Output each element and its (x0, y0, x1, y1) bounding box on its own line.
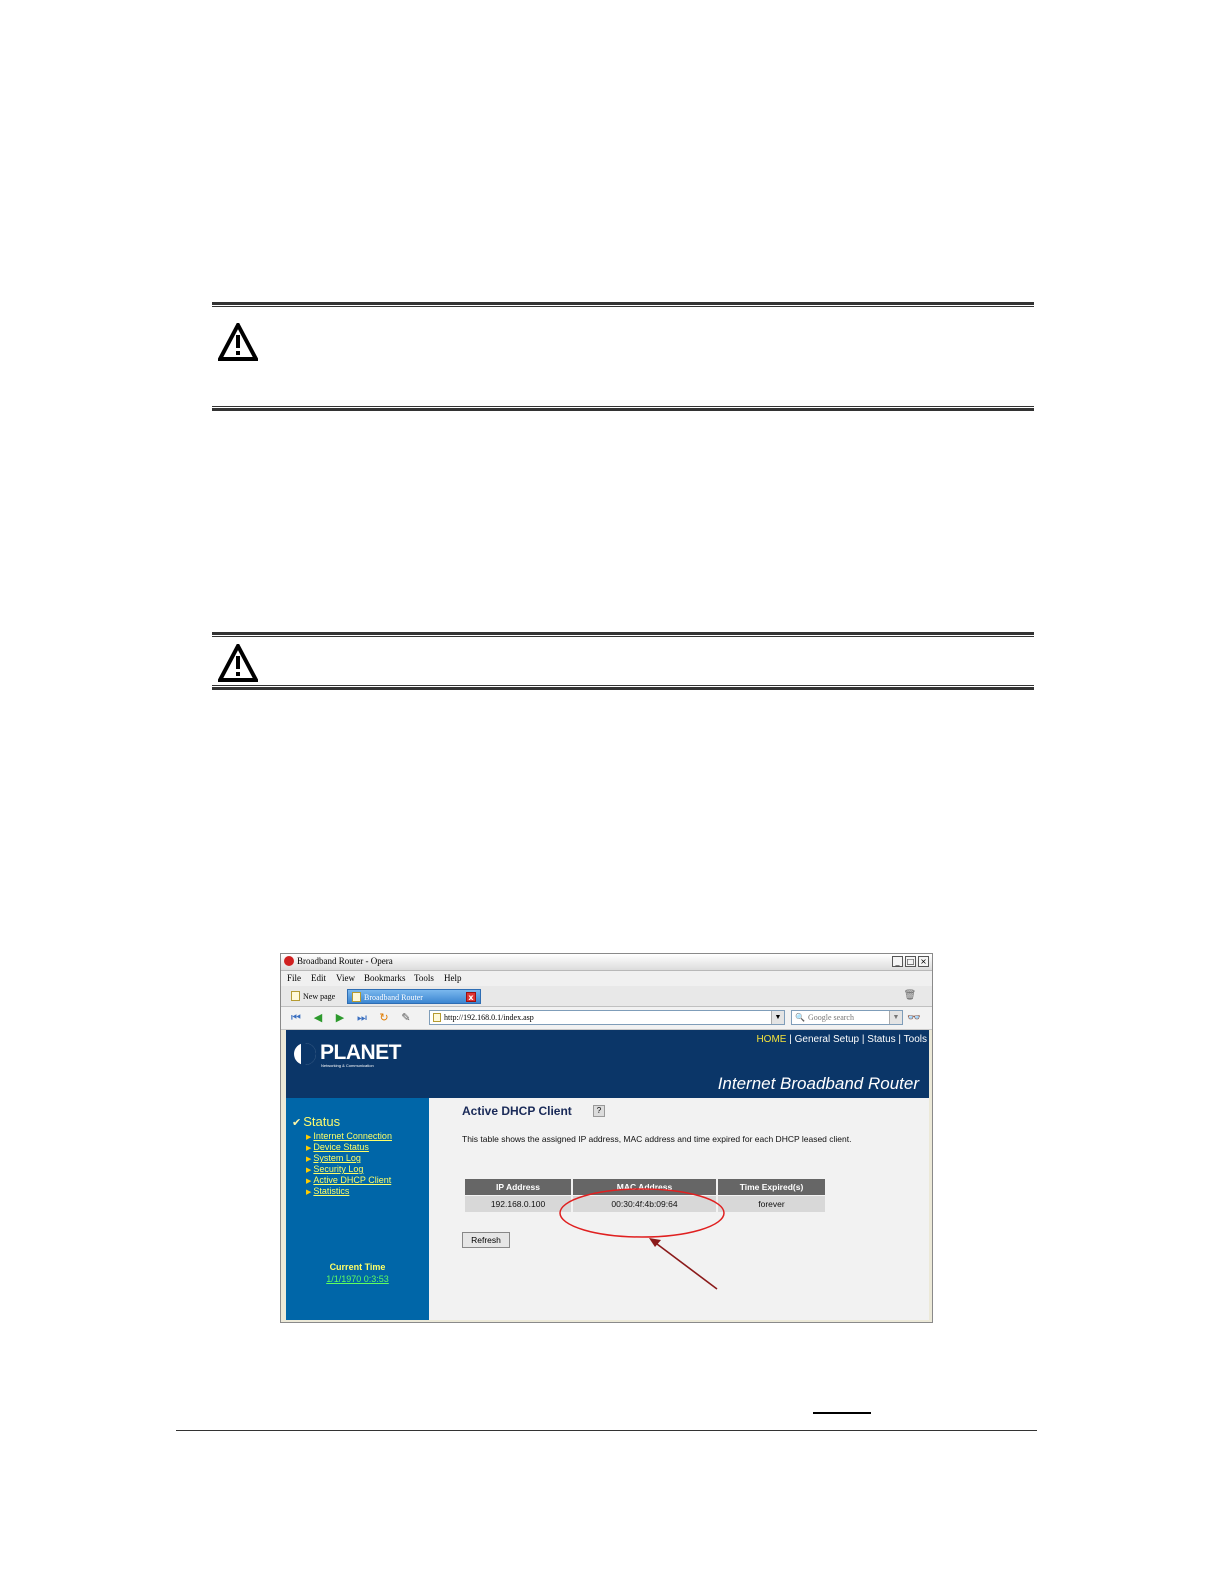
menu-tools[interactable]: Tools (414, 973, 434, 983)
tab-label: New page (303, 992, 336, 1001)
arrow-right-icon: ▶ (306, 1134, 312, 1141)
back-icon[interactable]: ◀ (313, 1011, 323, 1024)
search-icon: 🔍 (795, 1013, 805, 1022)
address-url: http://192.168.0.1/index.asp (444, 1013, 534, 1022)
warning-box-1-bottom-rule (212, 406, 1034, 411)
nav-status[interactable]: Status (867, 1034, 896, 1045)
warning-icon (218, 644, 258, 682)
check-icon: ✔ (292, 1117, 302, 1129)
warning-icon (218, 323, 258, 361)
rewind-icon[interactable]: ⏮ (291, 1011, 301, 1024)
column-header-time-expired: Time Expired(s) (718, 1179, 825, 1195)
close-icon[interactable]: × (918, 956, 929, 967)
planet-logo: PLANET (320, 1041, 401, 1064)
forward-icon[interactable]: ▶ (335, 1011, 345, 1024)
arrow-right-icon: ▶ (306, 1167, 312, 1174)
warning-box-1-top-rule (212, 302, 1034, 307)
page-title: Active DHCP Client (462, 1104, 572, 1118)
fast-forward-icon[interactable]: ⏭ (357, 1011, 367, 1024)
tab-close-icon[interactable]: x (466, 992, 476, 1002)
arrow-right-icon: ▶ (306, 1156, 312, 1163)
sidebar-section-label: Status (303, 1114, 341, 1129)
sidebar-item-internet-connection[interactable]: ▶ Internet Connection (306, 1131, 392, 1141)
footer-underline (813, 1412, 871, 1414)
nav-home[interactable]: HOME (756, 1034, 787, 1045)
annotation-arrow-line (653, 1241, 717, 1289)
cell-time-expired: forever (718, 1196, 825, 1212)
search-placeholder: Google search (808, 1013, 854, 1022)
sidebar-item-device-status[interactable]: ▶ Device Status (306, 1142, 369, 1152)
page-description: This table shows the assigned IP address, MAC address and time expired for each DHCP leased client. (462, 1134, 852, 1144)
menu-file[interactable]: File (287, 973, 302, 983)
warning-box-2-top-rule (212, 632, 1034, 637)
logo-tagline: Networking & Communication (321, 1063, 374, 1068)
cell-mac-address: 00:30:4f:4b:09:64 (573, 1196, 716, 1212)
highlight-ellipse (560, 1189, 724, 1237)
menu-help[interactable]: Help (444, 973, 462, 983)
footer-rule (176, 1430, 1037, 1431)
help-icon[interactable]: ? (593, 1105, 605, 1117)
trash-icon[interactable]: 🗑 (903, 990, 917, 1001)
glasses-icon[interactable]: 👓 (907, 1011, 921, 1024)
sidebar-item-security-log[interactable]: ▶ Security Log (306, 1164, 364, 1174)
arrow-right-icon: ▶ (306, 1189, 312, 1196)
current-time-label: Current Time (329, 1262, 386, 1272)
top-navigation: HOME | General Setup | Status | Tools (756, 1034, 927, 1045)
minimize-icon[interactable]: _ (892, 956, 903, 967)
tab-label: Broadband Router (364, 993, 423, 1002)
column-header-mac-address: MAC Address (573, 1179, 716, 1195)
maximize-icon[interactable]: □ (906, 957, 915, 966)
column-header-ip-address: IP Address (465, 1179, 571, 1195)
sidebar-item-active-dhcp-client[interactable]: ▶ Active DHCP Client (306, 1175, 392, 1185)
reload-icon[interactable]: ↻ (379, 1011, 389, 1024)
sidebar-item-statistics[interactable]: ▶ Statistics (306, 1186, 350, 1196)
arrow-right-icon: ▶ (306, 1145, 312, 1152)
chevron-down-icon[interactable]: ▼ (771, 1011, 784, 1024)
nav-general-setup[interactable]: General Setup (794, 1034, 860, 1045)
menu-bookmarks[interactable]: Bookmarks (364, 973, 406, 983)
current-time-value[interactable]: 1/1/1970 0:3:53 (326, 1274, 389, 1284)
chevron-down-icon[interactable]: ▼ (889, 1011, 902, 1024)
sidebar-item-system-log[interactable]: ▶ System Log (306, 1153, 361, 1163)
annotation-overlay (281, 954, 932, 1322)
product-title: Internet Broadband Router (717, 1074, 919, 1093)
arrow-right-icon: ▶ (306, 1178, 312, 1185)
warning-box-2-bottom-rule (212, 685, 1034, 690)
nav-tools[interactable]: Tools (903, 1034, 927, 1045)
cell-ip-address: 192.168.0.100 (465, 1196, 571, 1212)
window-title: Broadband Router - Opera (297, 956, 393, 966)
menu-view[interactable]: View (336, 973, 355, 983)
browser-screenshot (280, 953, 933, 1323)
menu-edit[interactable]: Edit (311, 973, 326, 983)
edit-icon[interactable]: ✎ (401, 1011, 411, 1024)
refresh-button[interactable]: Refresh (462, 1232, 510, 1248)
